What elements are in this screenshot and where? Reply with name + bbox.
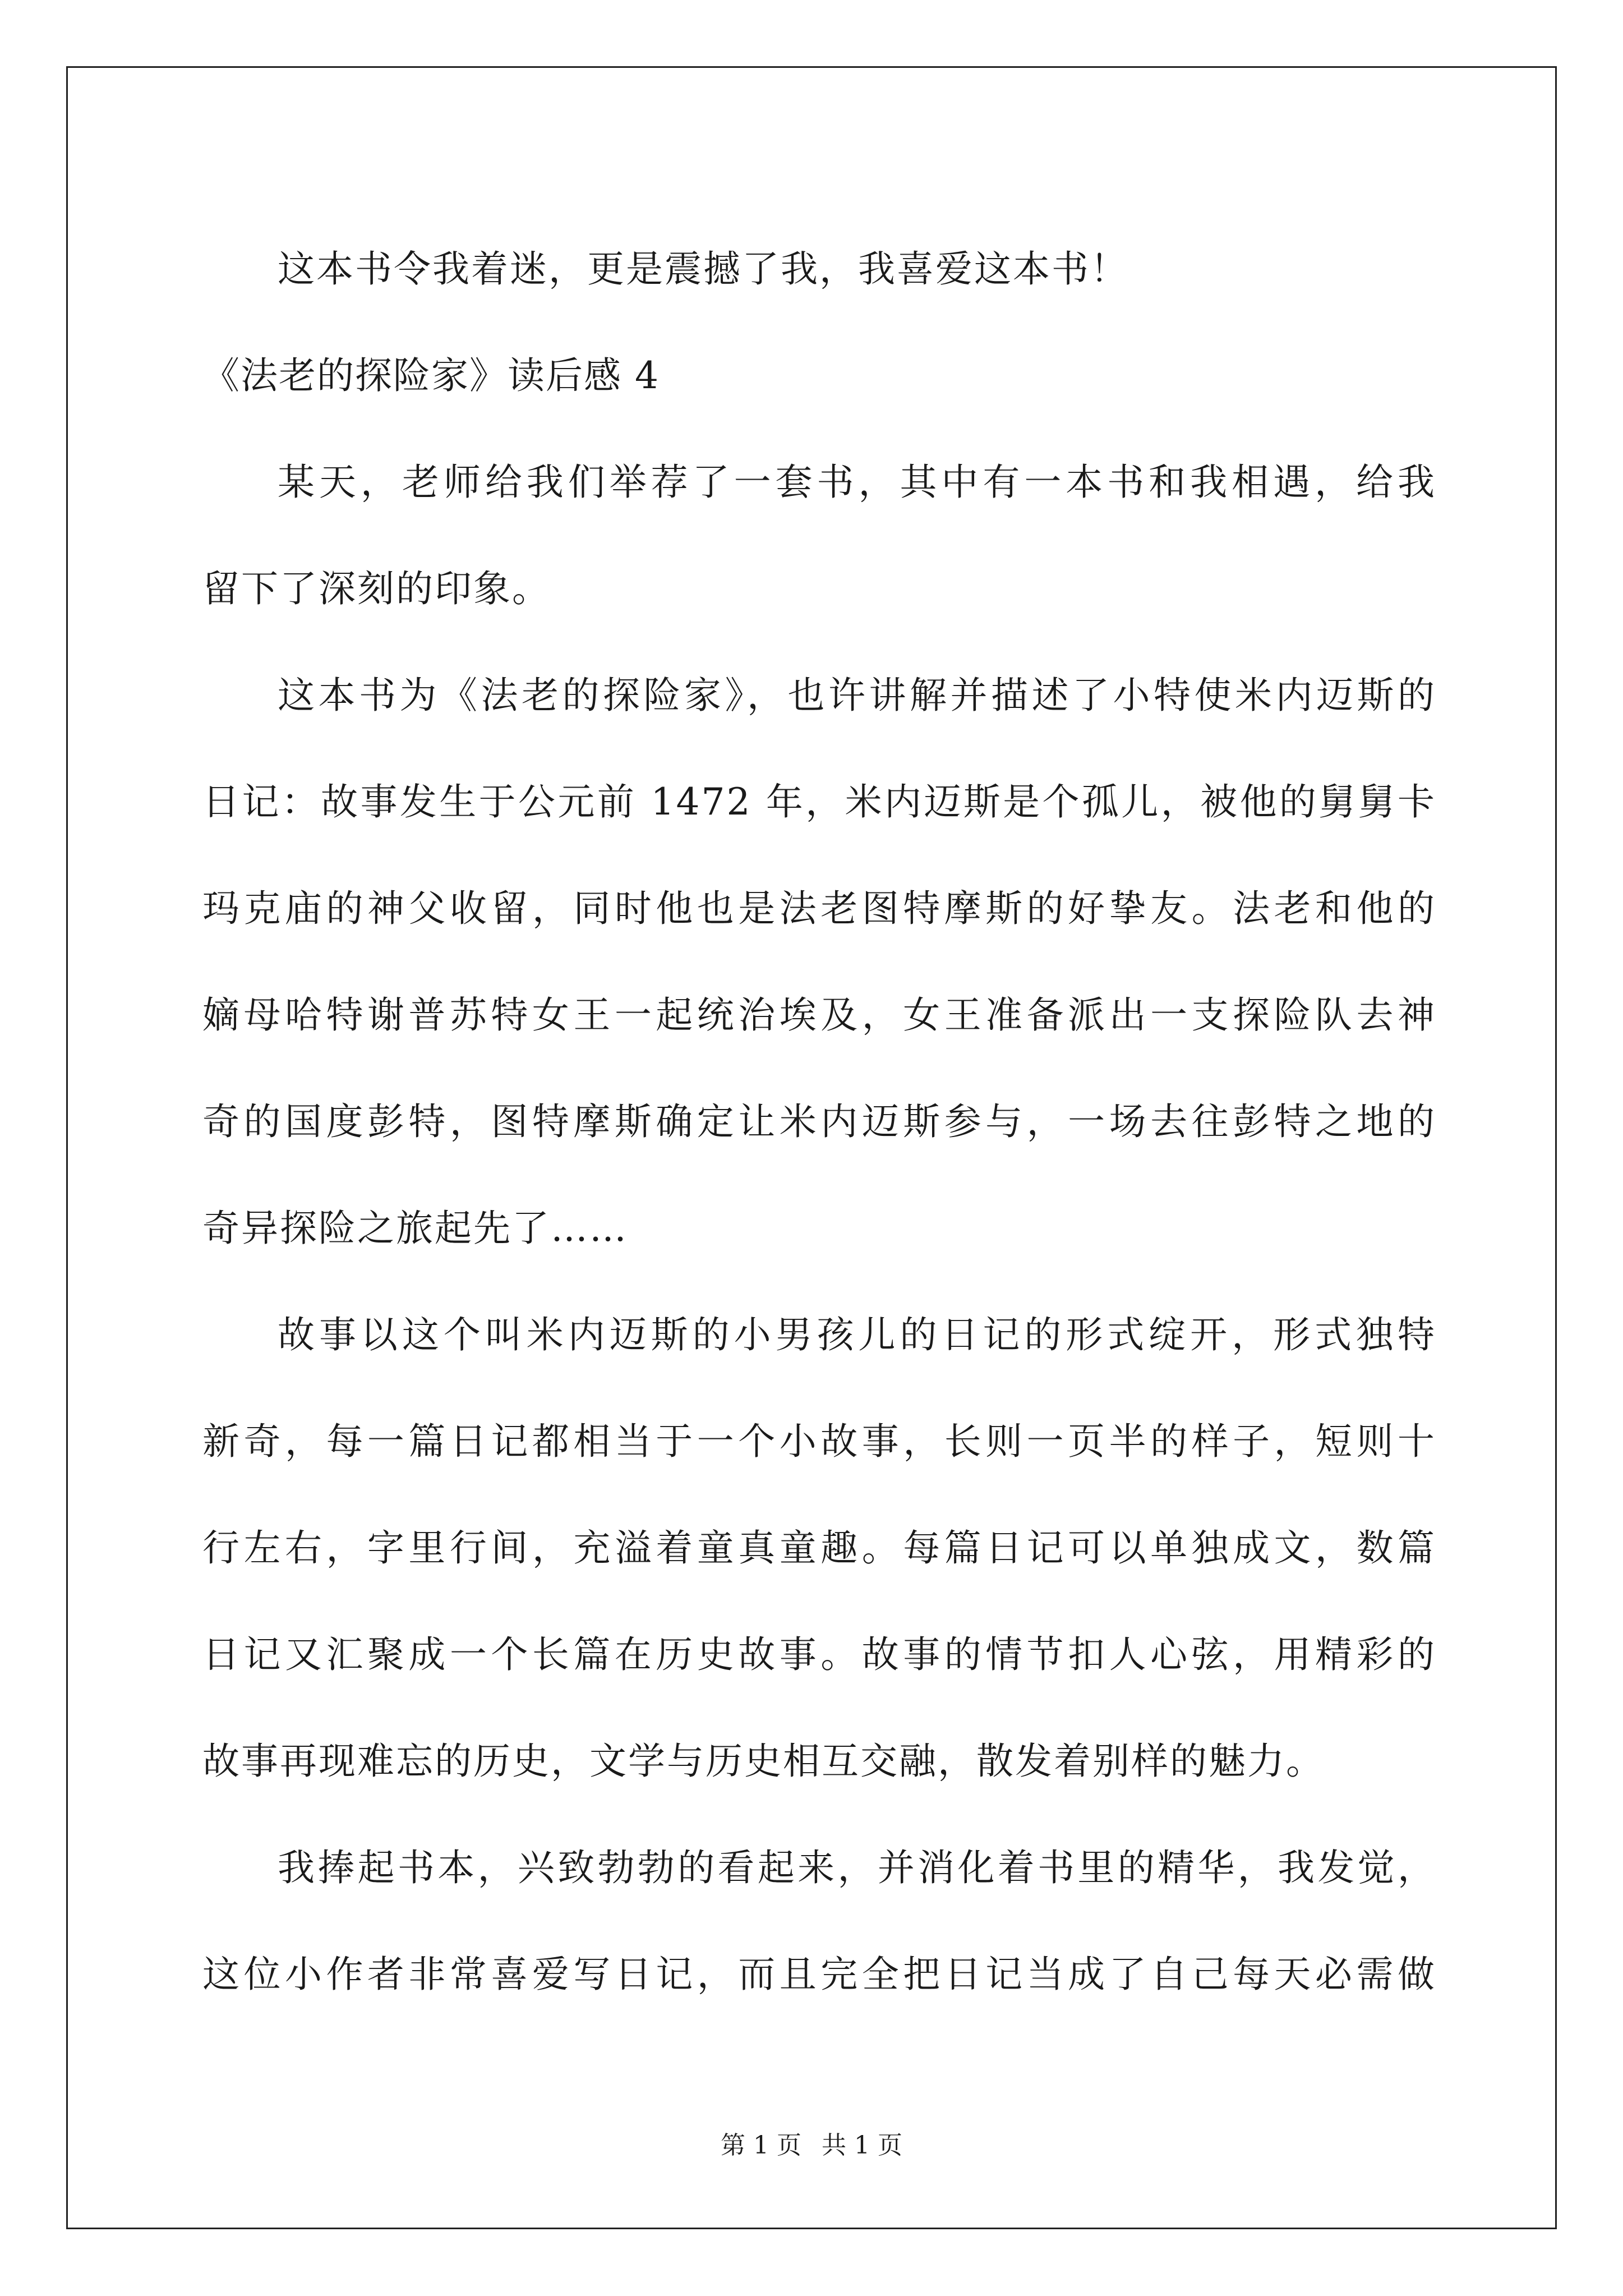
paragraph-line: 故事再现难忘的历史，文学与历史相互交融，散发着别样的魅力。 (202, 1740, 1325, 1783)
page-total: 共 1 页 (822, 2131, 902, 2160)
paragraph-line: 日记：故事发生于公元前 1472 年，米内迈斯是个孤儿，被他的舅舅卡 (202, 780, 1436, 823)
document-body (202, 216, 1436, 2028)
paragraph-line: 嫡母哈特谢普苏特女王一起统治埃及，女王准备派出一支探险队去神 (202, 993, 1436, 1037)
paragraph-line: 这本书为《法老的探险家》，也许讲解并描述了小特使米内迈斯的 (278, 674, 1436, 717)
paragraph-line: 行左右，字里行间，充溢着童真童趣。每篇日记可以单独成文，数篇 (202, 1526, 1436, 1570)
paragraph-line: 玛克庙的神父收留，同时他也是法老图特摩斯的好挚友。法老和他的 (202, 887, 1436, 930)
paragraph-line: 奇异探险之旅起先了…… (202, 1207, 628, 1250)
paragraph-line: 某天，老师给我们举荐了一套书，其中有一本书和我相遇，给我 (278, 461, 1436, 504)
paragraph-line: 故事以这个叫米内迈斯的小男孩儿的日记的形式绽开，形式独特 (278, 1313, 1436, 1356)
page-number: 第 1 页 (721, 2131, 801, 2160)
paragraph-line: 奇的国度彭特，图特摩斯确定让米内迈斯参与，一场去往彭特之地的 (202, 1100, 1436, 1143)
page-footer (0, 2125, 1623, 2161)
paragraph-line: 新奇，每一篇日记都相当于一个小故事，长则一页半的样子，短则十 (202, 1420, 1436, 1463)
paragraph-line: 日记又汇聚成一个长篇在历史故事。故事的情节扣人心弦，用精彩的 (202, 1633, 1436, 1676)
paragraph-line: 我捧起书本，兴致勃勃的看起来，并消化着书里的精华，我发觉， (278, 1846, 1436, 1889)
paragraph-line: 这本书令我着迷，更是震撼了我，我喜爱这本书！ (278, 247, 1129, 291)
paragraph-line: 留下了深刻的印象。 (202, 567, 551, 610)
paragraph-line: 这位小作者非常喜爱写日记，而且完全把日记当成了自己每天必需做 (202, 1953, 1436, 1996)
section-heading: 《法老的探险家》读后感 4 (202, 354, 660, 397)
